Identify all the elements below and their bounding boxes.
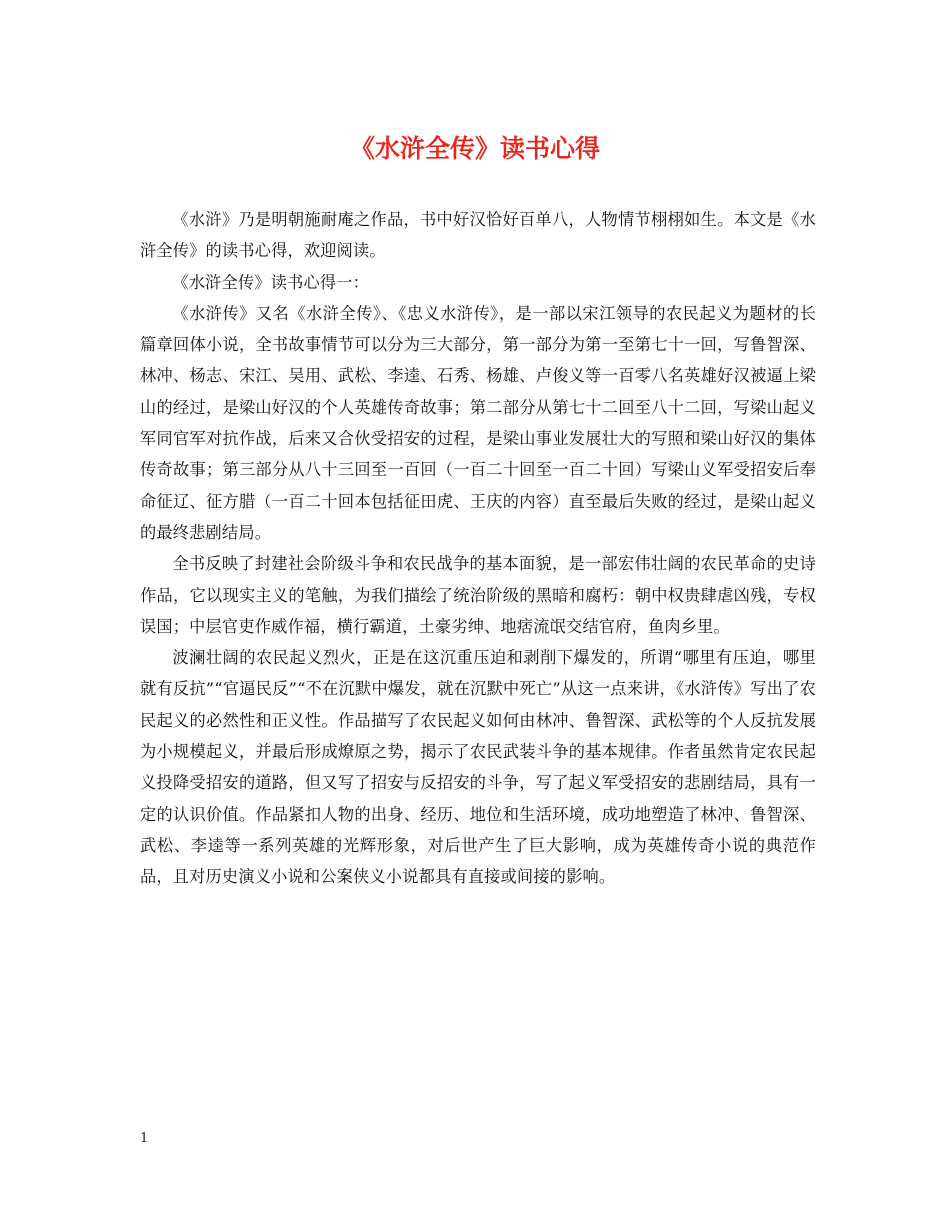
paragraph-uprising: 波澜壮阔的农民起义烈火，正是在这沉重压迫和剥削下爆发的，所谓“哪里有压迫，哪里就有反抗”“官逼民反”“不在沉默中爆发，就在沉默中死亡”从这一点来讲，《水浒传》写出了农民起义的必然性和正义性。作品描写了农民起义如何由林冲、鲁智深、武松等的个人反抗发展为小规模起义，并最后形成燎原之势，揭示了农民武装斗争的基本规律。作者虽然肯定农民起义投降受招安的道路，但又写了招安与反招安的斗争，写了起义军受招安的悲剧结局，具有一定的认识价值。作品紧扣人物的出身、经历、地位和生活环境，成功地塑造了林冲、鲁智深、武松、李逵等一系列英雄的光辉形象，对后世产生了巨大影响，成为英雄传奇小说的典范作品，且对历史演义小说和公案侠义小说都具有直接或间接的影响。	[140, 648, 816, 887]
document-body	[140, 204, 816, 893]
document-title: 《水浒全传》读书心得	[349, 134, 600, 163]
paragraph-section-heading: 《水浒全传》读书心得一：	[172, 272, 370, 292]
paragraph-intro: 《水浒》乃是明朝施耐庵之作品，书中好汉恰好百单八，人物情节栩栩如生。本文是《水浒全传》的读书心得，欢迎阅读。	[140, 210, 816, 261]
paragraph-society: 全书反映了封建社会阶级斗争和农民战争的基本面貌，是一部宏伟壮阔的农民革命的史诗作品，它以现实主义的笔触，为我们描绘了统治阶级的黑暗和腐朽：朝中权贵肆虐凶残，专权误国；中层官吏作威作福，横行霸道，土豪劣绅、地痞流氓交结官府，鱼肉乡里。	[140, 554, 816, 636]
paragraph-overview: 《水浒传》又名《水浒全传》、《忠义水浒传》，是一部以宋江领导的农民起义为题材的长篇章回体小说，全书故事情节可以分为三大部分，第一部分为第一至第七十一回，写鲁智深、林冲、杨志、宋江、吴用、武松、李逵、石秀、杨雄、卢俊义等一百零八名英雄好汉被逼上梁山的经过，是梁山好汉的个人英雄传奇故事；第二部分从第七十二回至八十二回，写梁山起义军同官军对抗作战，后来又合伙受招安的过程，是梁山事业发展壮大的写照和梁山好汉的集体传奇故事；第三部分从八十三回至一百回（一百二十回至一百二十回）写梁山义军受招安后奉命征辽、征方腊（一百二十回本包括征田虎、王庆的内容）直至最后失败的经过，是梁山起义的最终悲剧结局。	[140, 303, 816, 542]
page-number: 1	[140, 1131, 149, 1146]
